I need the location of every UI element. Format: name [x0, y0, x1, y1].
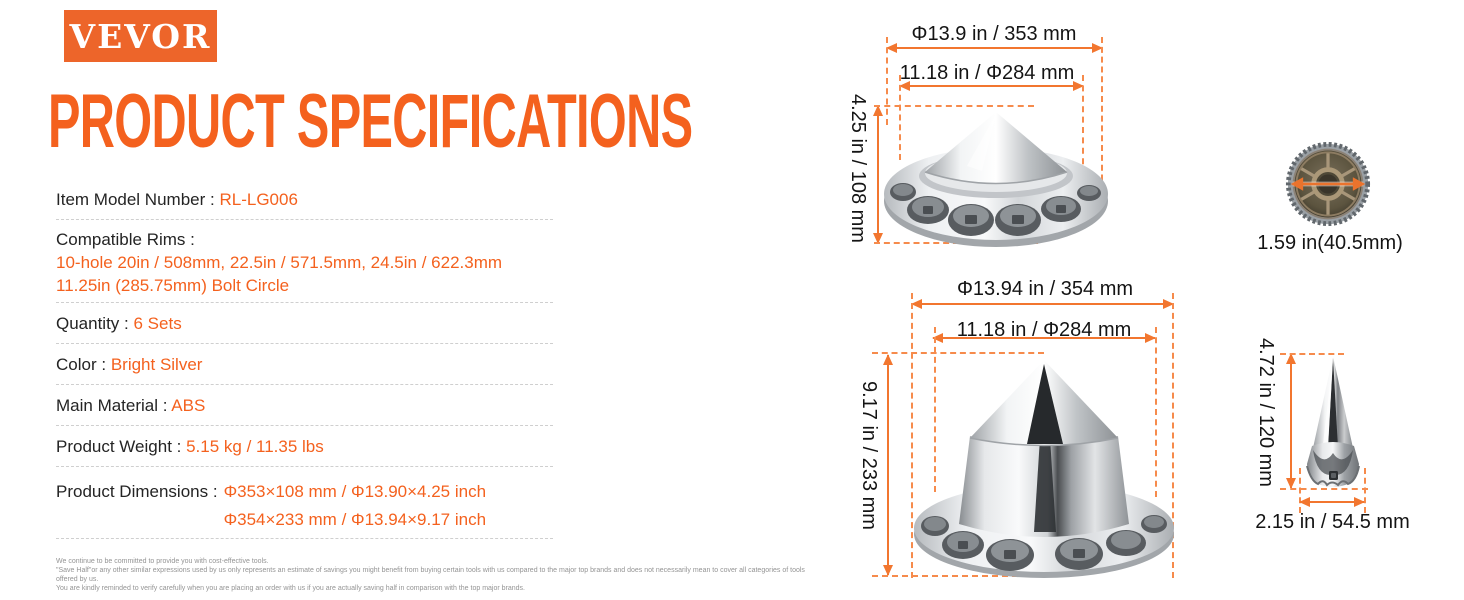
spec-row-quantity: [56, 303, 553, 344]
page-title: PRODUCT SPECIFICATIONS: [48, 79, 693, 164]
spec-value-line: 11.25in (285.75mm) Bolt Circle: [56, 276, 290, 295]
spec-label: Quantity :: [56, 314, 129, 333]
spike-width-label: 2.15 in / 54.5 mm: [1255, 511, 1410, 533]
spec-value-line: Φ353×108 mm / Φ13.90×4.25 inch: [223, 482, 487, 501]
spike-width-arrow: [1300, 501, 1364, 503]
spike-height-label: 4.72 in / 120 mm: [1255, 338, 1277, 487]
tall-hub-height-arrow: [887, 355, 889, 575]
flat-hub-outer-diameter-label: Φ13.9 in / 353 mm: [911, 23, 1077, 45]
vevor-logo: [64, 10, 217, 62]
spec-row-weight: [56, 426, 553, 467]
spec-row-color: [56, 344, 553, 385]
tall-hub-inner-diameter-label: 11.18 in / Φ284 mm: [956, 319, 1132, 341]
figure-tall-hub-cover: [855, 275, 1205, 600]
spec-label: Product Dimensions :: [56, 482, 218, 501]
flat-hub-inner-diameter-arrow: [900, 85, 1083, 87]
flat-hub-height-arrow: [877, 106, 879, 243]
spec-value-column: [224, 478, 553, 534]
spec-label: Item Model Number :: [56, 190, 215, 209]
disclaimer-line: "Save Half"or any other similar expressions used by us only represents an estimate of savings you might benefit from buying certain tools with us compared to the major top brands and does not necessarily mean to cover all categories of tools offered by us.: [56, 567, 805, 583]
tall-hub-outer-diameter-arrow: [912, 303, 1173, 305]
spec-value: ABS: [171, 396, 206, 415]
tall-hub-cover-image: [913, 352, 1175, 580]
figure-nut-cover-top-view: [1240, 135, 1420, 260]
flat-hub-inner-diameter-label: 11.18 in / Φ284 mm: [899, 62, 1075, 84]
spec-value-line: Φ354×233 mm / Φ13.94×9.17 inch: [223, 510, 487, 529]
spec-value: 5.15 kg / 11.35 lbs: [186, 437, 324, 456]
figure-spike-nut-cover: [1240, 330, 1440, 545]
nut-diameter-label: 1.59 in(40.5mm): [1257, 232, 1403, 254]
disclaimer-line: We continue to be committed to provide you with cost-effective tools.: [56, 558, 269, 565]
flat-hub-height-label: 4.25 in / 108 mm: [847, 94, 869, 243]
spec-row-model: [56, 179, 553, 220]
vevor-logo-text: VEVOR: [69, 16, 212, 56]
spec-row-dimensions: [56, 467, 553, 539]
tall-hub-height-label: 9.17 in / 233 mm: [858, 381, 880, 530]
spec-label: Product Weight :: [56, 437, 182, 456]
disclaimer-line: You are kindly reminded to verify carefully when you are placing an order with us if you are actually saving half in comparison with the top major brands.: [56, 585, 525, 592]
spec-row-compatible-rims: [56, 220, 553, 303]
spike-nut-cover-image: [1297, 354, 1369, 494]
spec-value: 6 Sets: [133, 314, 182, 333]
tall-hub-inner-diameter-arrow: [933, 337, 1155, 339]
spec-row-material: [56, 385, 553, 426]
flat-hub-cover-image: [883, 102, 1109, 250]
spec-label: Compatible Rims :: [56, 230, 195, 249]
spike-height-arrow: [1290, 354, 1292, 488]
spec-label: Main Material :: [56, 396, 168, 415]
spec-value: RL-LG006: [219, 190, 298, 209]
nut-cover-top-view-image: [1285, 139, 1371, 229]
flat-hub-outer-diameter-arrow: [887, 47, 1102, 49]
figure-flat-hub-cover: [840, 10, 1185, 265]
spec-value: Bright Silver: [110, 355, 203, 374]
disclaimer: [56, 557, 816, 593]
spec-value-line: 10-hole 20in / 508mm, 22.5in / 571.5mm, 24.5in / 622.3mm: [56, 253, 503, 272]
spec-list: [56, 179, 553, 539]
tall-hub-outer-diameter-label: Φ13.94 in / 354 mm: [956, 278, 1134, 300]
spec-label: Color :: [56, 355, 107, 374]
